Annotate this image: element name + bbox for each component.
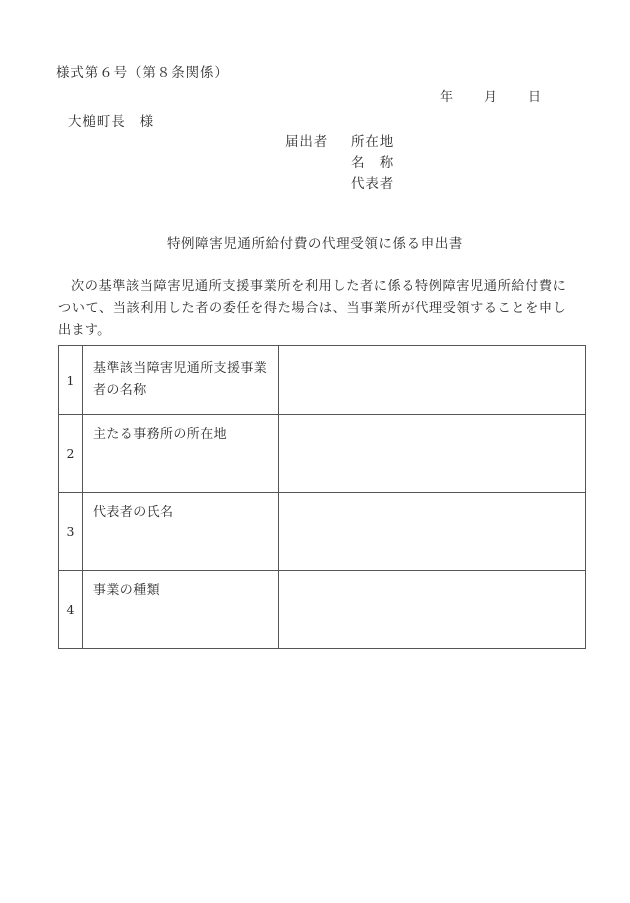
submitter-row-location: [285, 132, 394, 153]
row-entry-field[interactable]: [279, 346, 586, 415]
submitter-block: [285, 132, 394, 195]
row-label: 主たる事務所の所在地: [83, 415, 279, 493]
submitter-row-representative: [285, 174, 394, 195]
addressee-honorific: 様: [139, 114, 155, 130]
submitter-field-representative: 代表者: [351, 176, 395, 192]
submitter-field-name: 名 称: [351, 155, 395, 171]
addressee-recipient: 大槌町長: [68, 114, 126, 130]
table-row: [59, 346, 586, 415]
document-title: 特例障害児通所給付費の代理受領に係る申出書: [166, 236, 464, 252]
date-line: [440, 86, 541, 105]
row-entry-field[interactable]: [279, 415, 586, 493]
row-entry-field[interactable]: [279, 493, 586, 571]
submitter-row-name: [285, 153, 394, 174]
row-label: 事業の種類: [83, 571, 279, 649]
submitter-label: 届出者: [285, 134, 329, 150]
year-label: 年: [440, 90, 454, 105]
entry-table: [58, 345, 586, 649]
table-row: [59, 415, 586, 493]
body-paragraph: 次の基準該当障害児通所支援事業所を利用した者に係る特例障害児通所給付費について、当該利用した者の委任を得た場合は、当事業所が代理受領することを申し出ます。: [58, 279, 566, 338]
form-number: 様式第６号（第８条関係）: [56, 65, 229, 81]
day-label: 日: [528, 90, 542, 105]
table-row: [59, 493, 586, 571]
row-number: 3: [59, 493, 83, 571]
row-label: 代表者の氏名: [83, 493, 279, 571]
row-number: 1: [59, 346, 83, 415]
submitter-field-location: 所在地: [351, 134, 395, 150]
row-number: 4: [59, 571, 83, 649]
month-label: 月: [484, 90, 498, 105]
addressee: [68, 110, 154, 130]
row-label: 基準該当障害児通所支援事業者の名称: [83, 346, 279, 415]
table-row: [59, 571, 586, 649]
row-number: 2: [59, 415, 83, 493]
row-entry-field[interactable]: [279, 571, 586, 649]
